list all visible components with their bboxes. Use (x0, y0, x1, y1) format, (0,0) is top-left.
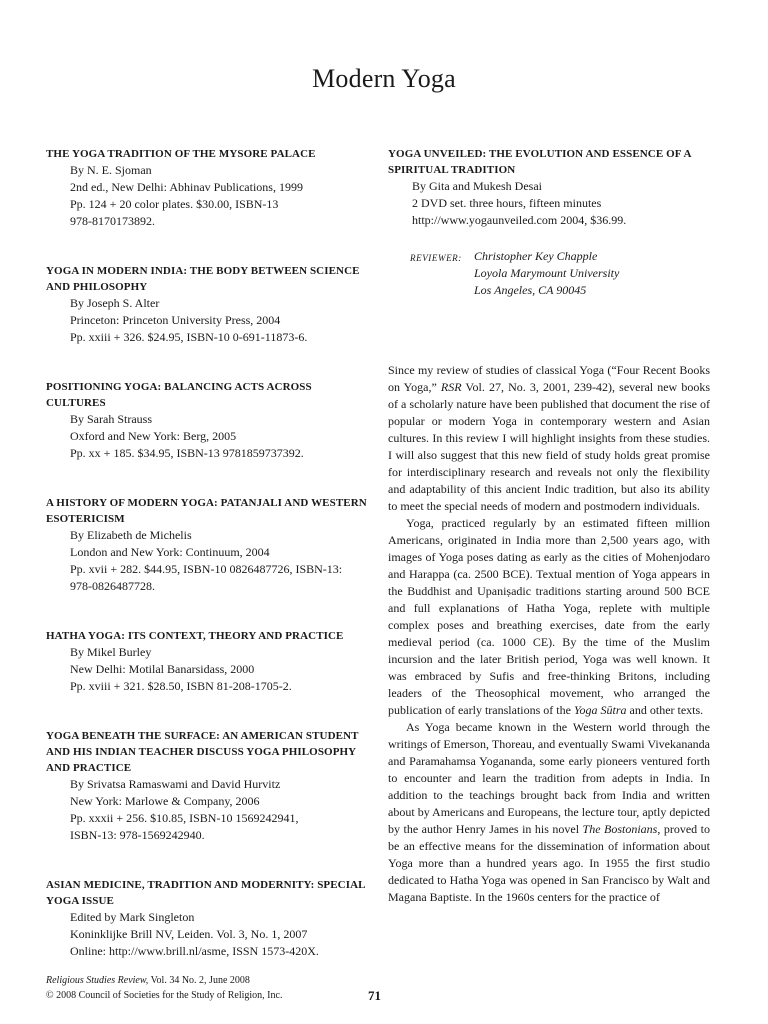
book-author: By Sarah Strauss (70, 412, 152, 426)
book-details: Online: http://www.brill.nl/asme, ISSN 1573-420X. (70, 944, 319, 958)
book-publisher: Oxford and New York: Berg, 2005 (70, 429, 237, 443)
copyright: © 2008 Council of Societies for the Study of Religion, Inc. (46, 990, 283, 1001)
text-title: Yoga Sūtra (573, 703, 627, 717)
book-details: Pp. 124 + 20 color plates. $30.00, ISBN-13 (70, 197, 279, 211)
paragraph (388, 362, 710, 515)
book-author: Edited by Mark Singleton (70, 910, 195, 924)
paragraph (388, 515, 710, 719)
book-entry (388, 146, 710, 229)
paragraph-text: Vol. 27, No. 3, 2001, 239-42), several new books of a scholarly nature have been published that document the rise of popular or modern Yoga in contemporary western and Asian cultures. In this review I will highlight insights from these studies. I will also suggest that this new field of study holds great promise for interdisciplinary research and reveals not only the flexibility and adaptability of this ancient Indic tradition, but also its ability to meet the special needs of modern and postmodern individuals. (388, 380, 710, 513)
paragraph-text: and other texts. (626, 703, 704, 717)
book-entry (46, 628, 368, 695)
book-details: 978-8170173892. (70, 214, 155, 228)
book-author: By Mikel Burley (70, 645, 152, 659)
book-author: By Gita and Mukesh Desai (412, 179, 542, 193)
reviewer-block (388, 248, 710, 299)
reviewer-location: Los Angeles, CA 90045 (474, 283, 587, 297)
book-title: YOGA UNVEILED: THE EVOLUTION AND ESSENCE OF A SPIRITUAL TRADITION (388, 148, 691, 176)
book-entry (46, 495, 368, 595)
book-author: By Elizabeth de Michelis (70, 528, 192, 542)
reviewer-label: REVIEWER: (410, 253, 462, 263)
paragraph-text: Since my review of studies of classical Yoga (“Four Recent Books on Yoga,” (388, 363, 710, 394)
book-title: YOGA IN MODERN INDIA: THE BODY BETWEEN SCIENCE AND PHILOSOPHY (46, 265, 360, 293)
novel-title: The Bostonians (582, 822, 658, 836)
book-details: Pp. xx + 185. $34.95, ISBN-13 9781859737392. (70, 446, 304, 460)
paragraph-text: , proved to be an effective means for the dissemination of information about Yoga more than a hundred years ago. In 1955 the first studio dedicated to Hatha Yoga was opened in San Francisco by Walt and Magana Baptiste. In the 1960s centers for the practice of (388, 822, 710, 904)
paragraph-text: Yoga, practiced regularly by an estimated fifteen million Americans, originated in India more than 2,500 years ago, with images of Yoga poses dating as early as the cities of Mohenjodaro and Harappa (ca. 2500 BCE). Textual mention of Yoga appears in the Buddhist and Upaniṣadic traditions starting around 500 BCE and full explanations of Hatha Yoga, replete with multiple complex poses and breathing exercises, date from the early medieval period (ca. 1000 CE). By the time of the Muslim incursion and the later British period, Yoga was well known. It was embraced by Sufis and free-thinking Britons, including leaders of the Theosophical movement, who arranged the publication of early translations of the (388, 516, 710, 717)
book-publisher: 2nd ed., New Delhi: Abhinav Publications, 1999 (70, 180, 303, 194)
book-publisher: New York: Marlowe & Company, 2006 (70, 794, 260, 808)
reviewer-name: Christopher Key Chapple (474, 249, 598, 263)
book-details: http://www.yogaunveiled.com 2004, $36.99. (412, 213, 627, 227)
left-book-list (46, 146, 368, 960)
paragraph-text: As Yoga became known in the Western world through the writings of Emerson, Thoreau, and eventually Swami Vivekananda and Paramahamsa Yogananda, some early pioneers ventured forth to encounter and learn the tradition from adepts in India. In addition to the teachings brought back from India and written about by Americans and Europeans, the lecture tour, aptly depicted by the author Henry James in his novel (388, 720, 710, 836)
book-entry (46, 146, 368, 230)
book-author: By Srivatsa Ramaswami and David Hurvitz (70, 777, 281, 791)
book-title: POSITIONING YOGA: BALANCING ACTS ACROSS CULTURES (46, 381, 312, 409)
book-entry (46, 263, 368, 346)
book-entry (46, 728, 368, 844)
book-details: 978-0826487728. (70, 579, 155, 593)
book-title: HATHA YOGA: ITS CONTEXT, THEORY AND PRACTICE (46, 630, 344, 642)
reviewer-affiliation: Loyola Marymount University (474, 266, 620, 280)
book-format: 2 DVD set. three hours, fifteen minutes (412, 196, 602, 210)
page-number: 71 (368, 988, 381, 1003)
book-details: Pp. xvii + 282. $44.95, ISBN-10 0826487726, ISBN-13: (70, 562, 343, 576)
book-author: By N. E. Sjoman (70, 163, 152, 177)
footer (46, 973, 386, 1003)
paragraph (388, 719, 710, 906)
book-details: Pp. xxxii + 256. $10.85, ISBN-10 1569242941, (70, 811, 299, 825)
book-title: YOGA BENEATH THE SURFACE: AN AMERICAN STUDENT AND HIS INDIAN TEACHER DISCUSS YOGA PHILOSOPHY AND PRACTICE (46, 730, 359, 774)
page-title: Modern Yoga (312, 64, 456, 93)
book-publisher: New Delhi: Motilal Banarsidass, 2000 (70, 662, 255, 676)
journal-issue: Vol. 34 No. 2, June 2008 (148, 975, 250, 986)
book-title: ASIAN MEDICINE, TRADITION AND MODERNITY: SPECIAL YOGA ISSUE (46, 879, 365, 907)
book-publisher: Koninklijke Brill NV, Leiden. Vol. 3, No. 1, 2007 (70, 927, 308, 941)
book-publisher: Princeton: Princeton University Press, 2004 (70, 313, 281, 327)
book-title: A HISTORY OF MODERN YOGA: PATANJALI AND WESTERN ESOTERICISM (46, 497, 367, 525)
book-publisher: London and New York: Continuum, 2004 (70, 545, 270, 559)
book-details: Pp. xviii + 321. $28.50, ISBN 81-208-1705-2. (70, 679, 292, 693)
book-details: Pp. xxiii + 326. $24.95, ISBN-10 0-691-11873-6. (70, 330, 308, 344)
book-entry (46, 379, 368, 462)
journal-name: Religious Studies Review, (46, 975, 149, 986)
book-details: ISBN-13: 978-1569242940. (70, 828, 205, 842)
book-author: By Joseph S. Alter (70, 296, 160, 310)
review-body (388, 362, 710, 906)
book-entry (46, 877, 368, 960)
book-title: THE YOGA TRADITION OF THE MYSORE PALACE (46, 148, 316, 160)
right-book-entry (388, 146, 710, 299)
journal-abbrev: RSR (440, 380, 462, 394)
